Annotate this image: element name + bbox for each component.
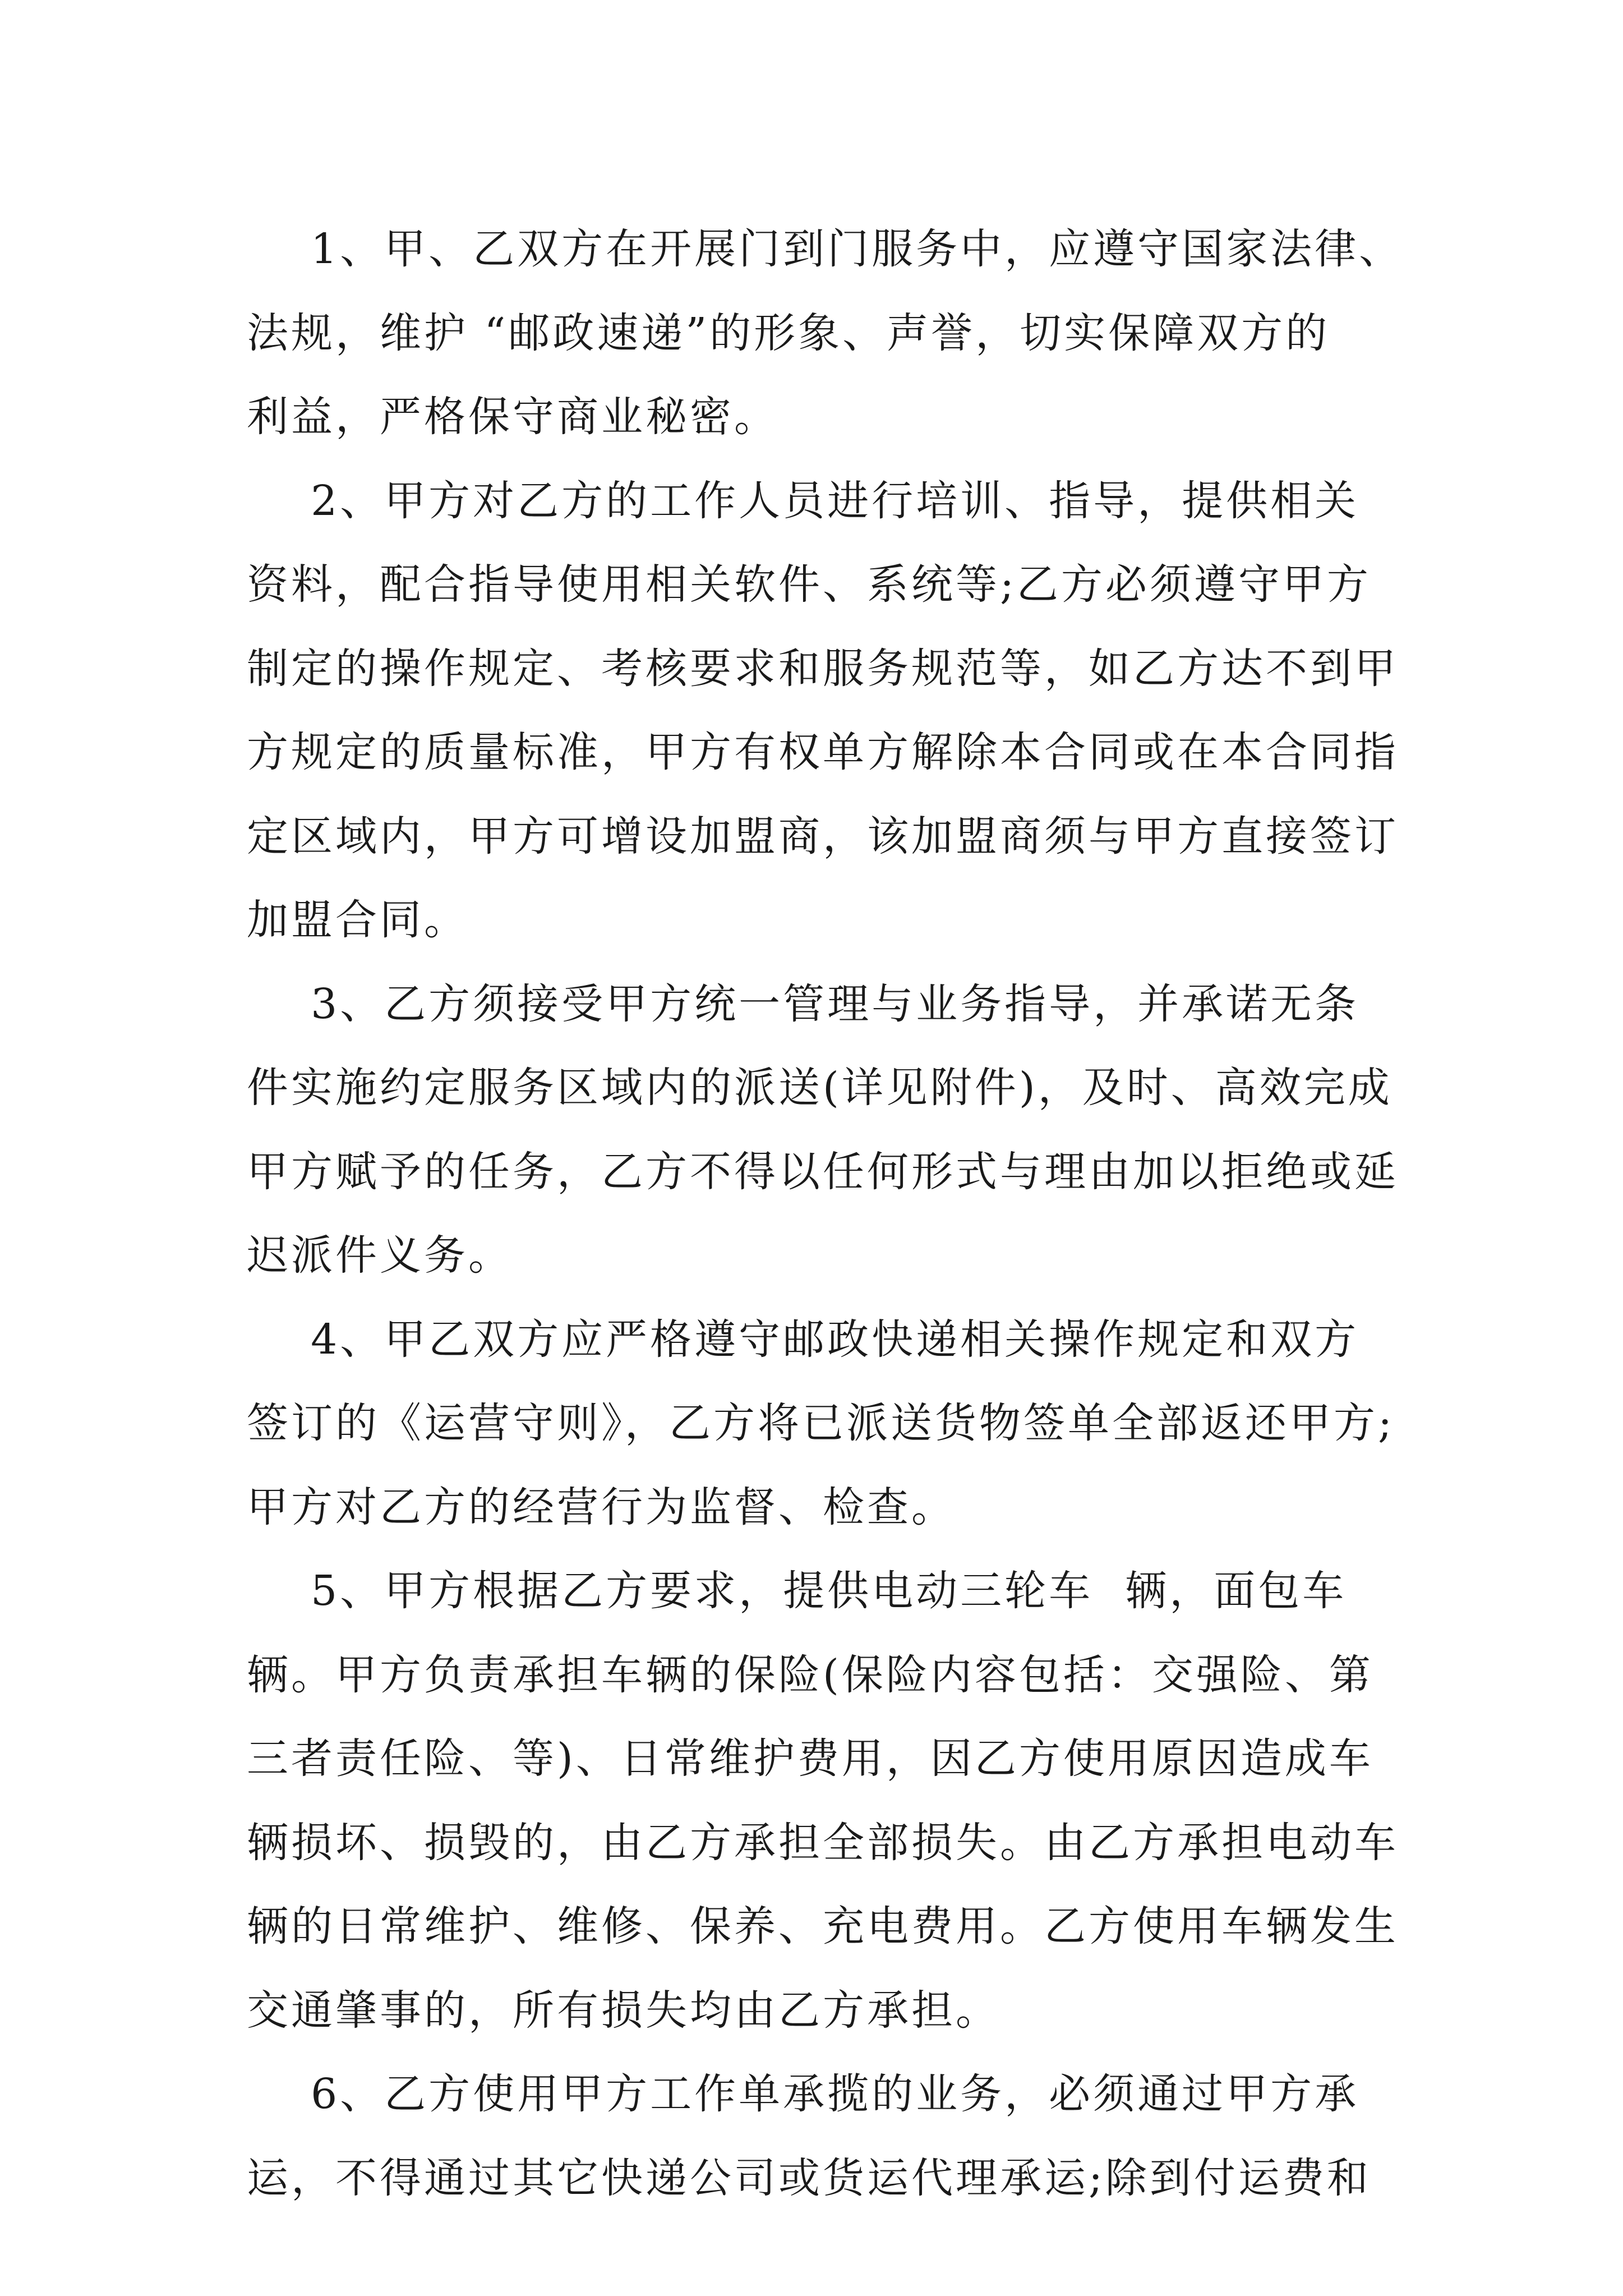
text-line: 资料，配合指导使用相关软件、系统等;乙方必须遵守甲方 [247,560,1371,609]
text-line: 5、甲方根据乙方要求，提供电动三轮车 辆，面包车 [247,1567,1347,1615]
text-line: 定区域内，甲方可增设加盟商，该加盟商须与甲方直接签订 [247,812,1399,861]
text-line: 方规定的质量标准，甲方有权单方解除本合同或在本合同指 [247,728,1399,776]
text-line: 法规，维护 “邮政速递”的形象、声誉，切实保障双方的 [247,309,1330,357]
text-line: 辆的日常维护、维修、保养、充电费用。乙方使用车辆发生 [247,1902,1399,1950]
text-line: 签订的《运营守则》，乙方将已派送货物签单全部返还甲方; [247,1399,1395,1447]
text-line: 利益，严格保守商业秘密。 [247,393,778,441]
text-line: 三者责任险、等)、日常维护费用，因乙方使用原因造成车 [247,1734,1373,1783]
text-line: 迟派件义务。 [247,1231,513,1280]
text-line: 甲方对乙方的经营行为监督、检查。 [247,1483,956,1531]
text-line: 辆损坏、损毁的，由乙方承担全部损失。由乙方承担电动车 [247,1818,1399,1867]
text-line: 6、乙方使用甲方工作单承揽的业务，必须通过甲方承 [247,2070,1359,2118]
text-line: 运，不得通过其它快递公司或货运代理承运;除到付运费和 [247,2154,1371,2202]
text-line: 甲方赋予的任务，乙方不得以任何形式与理由加以拒绝或延 [247,1147,1399,1196]
text-line: 3、乙方须接受甲方统一管理与业务指导，并承诺无条 [247,979,1359,1028]
text-line: 辆。甲方负责承担车辆的保险(保险内容包括：交强险、第 [247,1650,1373,1699]
contract-body-text [247,208,1419,2220]
text-line: 2、甲方对乙方的工作人员进行培训、指导，提供相关 [247,476,1359,525]
text-line: 制定的操作规定、考核要求和服务规范等，如乙方达不到甲 [247,644,1399,693]
text-line: 交通肇事的，所有损失均由乙方承担。 [247,1986,1000,2035]
text-line: 1、甲、乙双方在开展门到门服务中，应遵守国家法律、 [247,225,1404,273]
text-line: 加盟合同。 [247,896,468,944]
text-line: 4、甲乙双方应严格遵守邮政快递相关操作规定和双方 [247,1315,1359,1364]
text-line: 件实施约定服务区域内的派送(详见附件)，及时、高效完成 [247,1064,1393,1112]
